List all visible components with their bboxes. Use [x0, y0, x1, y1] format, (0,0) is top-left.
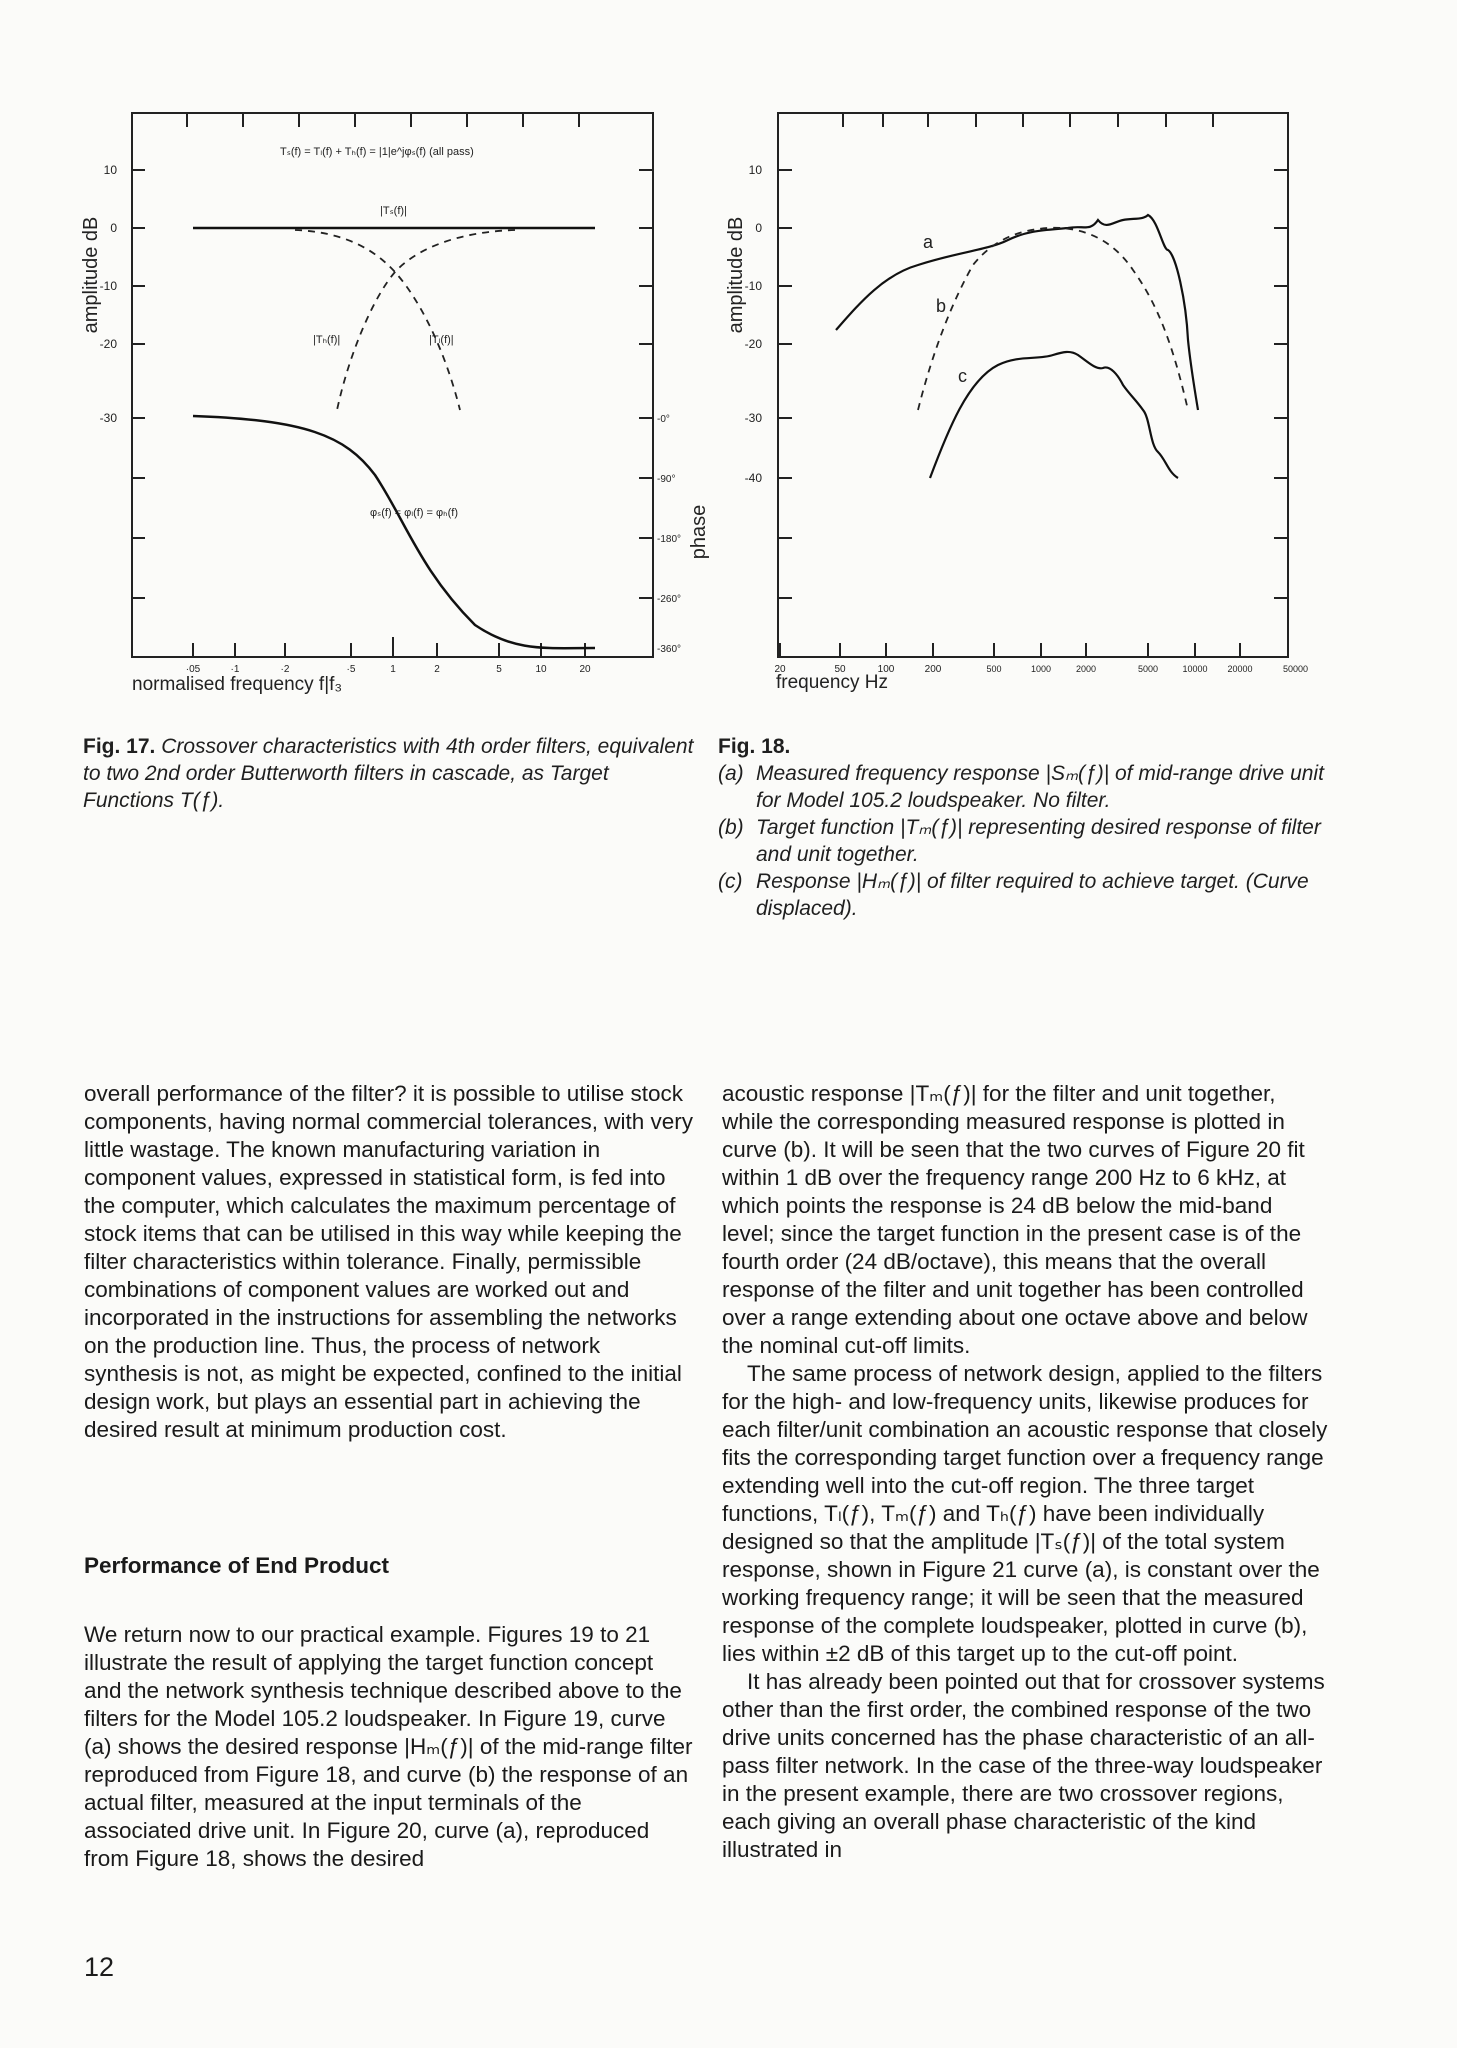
top-ticks	[187, 113, 579, 127]
left-tick-label: 10	[748, 163, 762, 177]
x-tick-label: 50	[834, 664, 846, 675]
x-tick-label: 5000	[1137, 664, 1159, 674]
x-tick-label: 500	[986, 664, 1002, 674]
x-tick-label: ·5	[346, 664, 356, 675]
right-ticks	[1274, 170, 1288, 598]
page-number: 12	[84, 1952, 115, 1982]
x-tick-label: 200	[924, 664, 942, 675]
x-tick-label: 5	[496, 664, 502, 675]
curve-a-label: a	[923, 232, 934, 252]
caption-item-tag: (b)	[718, 816, 744, 839]
left-tick-label: -10	[99, 279, 117, 293]
x-tick-label: ·2	[280, 664, 290, 675]
figure-18-caption-item	[718, 760, 1338, 814]
left-ticks	[132, 170, 145, 598]
x-tick-label: ·1	[230, 664, 240, 675]
body-paragraph: The same process of network design, applied to the filters for the high- and low-frequency units, likewise produces for each filter/unit combination an acoustic response that closely fits the corresponding target function over a frequency range extending well into the cut-off region. The three target functions, Tₗ(ƒ), Tₘ(ƒ) and Tₕ(ƒ) have been individually designed so that the amplitude |Tₛ(ƒ)| of the total system response, shown in Figure 21 curve (a), is constant over the working frequency range; it will be seen that the measured response of the complete loudspeaker, plotted in curve (b), lies within ±2 dB of this target up to the cut-off point.	[722, 1361, 1328, 1666]
right-tick-label: -90°	[657, 474, 676, 485]
left-tick-label: -30	[99, 411, 117, 425]
tl-label: |Tₗ(f)|	[429, 334, 454, 346]
x-tick-label: 50000	[1282, 664, 1308, 674]
x-tick-label: 2	[434, 664, 440, 675]
th-label: |Tₕ(f)|	[313, 334, 341, 346]
top-ticks	[843, 113, 1213, 127]
x-tick-label: 20000	[1227, 664, 1253, 674]
plot-frame	[132, 113, 653, 657]
phase-curve	[193, 416, 595, 648]
left-ticks	[778, 170, 792, 598]
curve-c-label: c	[958, 366, 967, 386]
phase-equation: φₛ(f) = φₗ(f) = φₕ(f)	[370, 507, 458, 519]
x-tick-label: 20	[774, 664, 786, 675]
left-tick-label: 0	[110, 221, 117, 235]
right-column	[722, 1080, 1328, 1864]
caption-item-text: Measured frequency response |Sₘ(ƒ)| of mid-range drive unit for Model 105.2 loudspeaker. No filter.	[756, 762, 1324, 812]
x-tick-label: 1	[390, 664, 396, 675]
caption-item-text: Response |Hₘ(ƒ)| of filter required to achieve target. (Curve displaced).	[756, 870, 1309, 920]
all-pass-equation: Tₛ(f) = Tₗ(f) + Tₕ(f) = |1|e^jφₛ(f) (all pass)	[280, 146, 474, 158]
figure-17-caption	[83, 733, 698, 814]
x-axis-label: normalised frequency f|f₃	[132, 674, 343, 695]
left-tick-label: -40	[744, 471, 762, 485]
left-tick-label: 10	[103, 163, 117, 177]
left-tick-label: -10	[744, 279, 762, 293]
x-tick-label: 2000	[1075, 664, 1097, 674]
curve-a	[836, 215, 1198, 410]
left-tick-label: 0	[755, 221, 762, 235]
right-tick-label: -0°	[657, 414, 670, 425]
figure-17-plot	[75, 100, 715, 700]
figure-17-caption-label: Fig. 17.	[83, 735, 156, 758]
x-tick-label: ·05	[185, 664, 201, 675]
phase-axis-label: phase	[688, 504, 710, 560]
figure-18-plot	[718, 100, 1338, 700]
body-paragraph: acoustic response |Tₘ(ƒ)| for the filter and unit together, while the corresponding measured response is plotted in curve (b). It will be seen that the two curves of Figure 20 fit within 1 dB over the frequency range 200 Hz to 6 kHz, at which points the response is 24 dB below the mid-band level; since the target function in the present case is of the fourth order (24 dB/octave), this means that the overall response of the filter and unit together has been controlled over a range extending about one octave above and below the nominal cut-off limits.	[722, 1081, 1308, 1358]
figure-17	[75, 100, 715, 700]
body-paragraph: It has already been pointed out that for crossover systems other than the first order, the combined response of the two drive units concerned has the phase characteristic of an all-pass filter network. In the case of the three-way loudspeaker in the present example, there are two crossover regions, each giving an overall phase characteristic of the kind illustrated in	[722, 1669, 1325, 1862]
x-tick-label: 1000	[1030, 664, 1052, 674]
caption-item-tag: (a)	[718, 762, 744, 785]
figure-17-caption-text: Crossover characteristics with 4th order filters, equivalent to two 2nd order Butterworth filters in cascade, as Target Functions T(ƒ).	[83, 735, 694, 812]
body-paragraph: We return now to our practical example. Figures 19 to 21 illustrate the result of applying the target function concept and the network synthesis technique described above to the filters for the Model 105.2 loudspeaker. In Figure 19, curve (a) shows the desired response |Hₘ(ƒ)| of the mid-range filter reproduced from Figure 18, and curve (b) the response of an actual filter, measured at the input terminals of the associated drive unit. In Figure 20, curve (a), reproduced from Figure 18, shows the desired	[84, 1622, 693, 1871]
right-tick-label: -260°	[657, 594, 682, 605]
caption-item-tag: (c)	[718, 870, 743, 893]
plot-frame	[778, 113, 1288, 657]
x-tick-label: 20	[579, 664, 591, 675]
x-tick-label: 10	[535, 664, 547, 675]
figure-18	[718, 100, 1338, 700]
section-heading: Performance of End Product	[84, 1553, 390, 1578]
right-tick-label: -360°	[657, 644, 682, 655]
y-axis-label: amplitude dB	[725, 216, 747, 334]
x-tick-label: 10000	[1182, 664, 1208, 674]
right-tick-label: -180°	[657, 534, 682, 545]
figure-18-caption-item	[718, 868, 1338, 922]
left-tick-label: -20	[744, 337, 762, 351]
x-tick-label: 100	[877, 664, 895, 675]
figure-18-caption-label: Fig. 18.	[718, 735, 791, 758]
ts-label: |Tₛ(f)|	[380, 205, 407, 217]
left-column	[84, 1080, 694, 1873]
figure-18-caption-item	[718, 814, 1338, 868]
left-tick-label: -30	[744, 411, 762, 425]
y-axis-label: amplitude dB	[80, 216, 102, 334]
th-amplitude-curve	[295, 230, 460, 410]
curve-c	[930, 352, 1178, 478]
right-ticks	[639, 170, 653, 598]
bottom-ticks	[780, 643, 1240, 657]
left-tick-label: -20	[99, 337, 117, 351]
figure-18-caption	[718, 733, 1338, 922]
caption-item-text: Target function |Tₘ(ƒ)| representing desired response of filter and unit together.	[756, 816, 1321, 866]
x-axis-label: frequency Hz	[776, 672, 888, 693]
body-paragraph: overall performance of the filter? it is possible to utilise stock components, having normal commercial tolerances, with very little wastage. The known manufacturing variation in component values, expressed in statistical form, is fed into the computer, which calculates the maximum percentage of stock items that can be utilised in this way while keeping the filter characteristics within tolerance. Finally, permissible combinations of component values are worked out and incorporated in the instructions for assembling the networks on the production line. Thus, the process of network synthesis is not, as might be expected, confined to the initial design work, but plays an essential part in achieving the desired result at minimum production cost.	[84, 1081, 694, 1442]
curve-b-label: b	[936, 296, 947, 316]
